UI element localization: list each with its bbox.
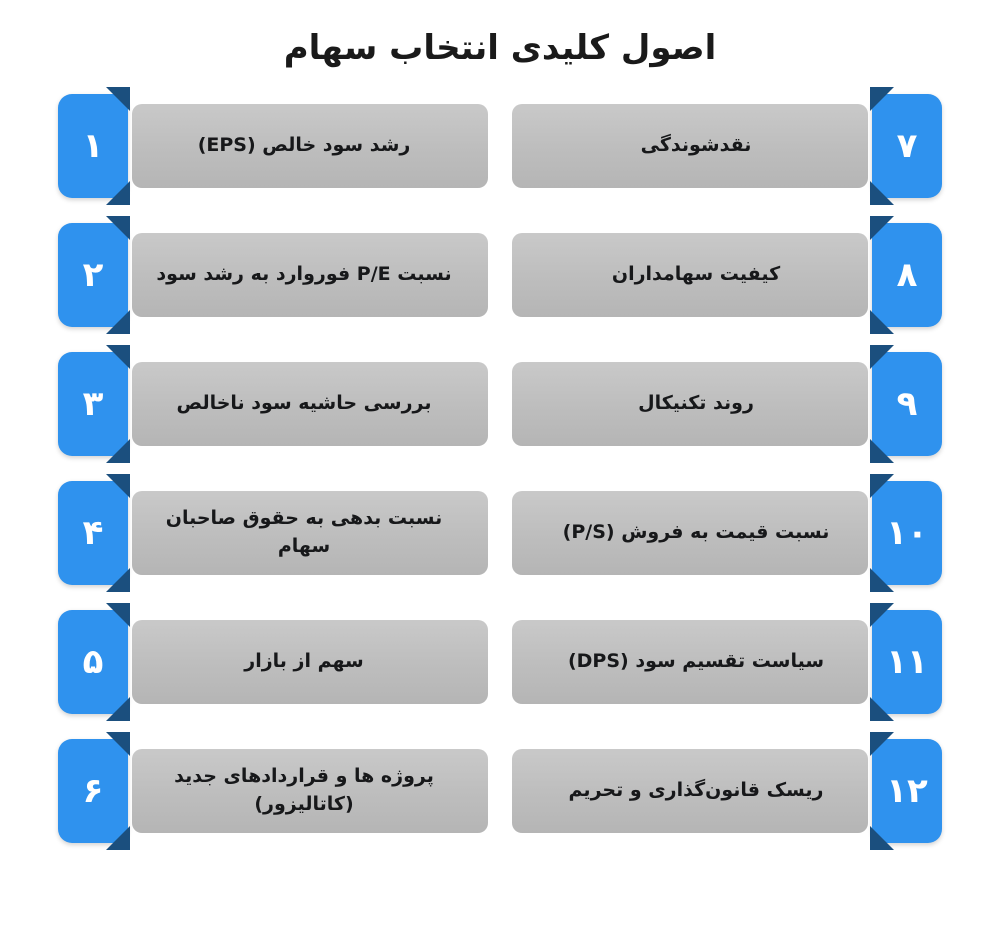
list-item [526, 739, 946, 843]
item-number-badge: ۹ [872, 352, 942, 456]
badge-wrap [868, 739, 946, 843]
item-label: بررسی حاشیه سود ناخالص [176, 392, 432, 415]
list-item [54, 739, 474, 843]
item-label-bar [132, 104, 488, 188]
item-number-badge: ۱۱ [872, 610, 942, 714]
item-number-badge: ۱ [58, 94, 128, 198]
badge-wrap [54, 94, 132, 198]
item-number-badge: ۶ [58, 739, 128, 843]
badge-wrap [54, 739, 132, 843]
item-label-bar [132, 491, 488, 575]
badge-wrap [54, 481, 132, 585]
item-number-badge: ۵ [58, 610, 128, 714]
item-label-bar [512, 233, 868, 317]
item-label-bar [132, 749, 488, 833]
item-label-bar [512, 104, 868, 188]
item-label: سیاست تقسیم سود (DPS) [567, 650, 825, 673]
list-item [54, 94, 474, 198]
item-label-bar [512, 362, 868, 446]
list-item [526, 610, 946, 714]
item-label-bar [132, 362, 488, 446]
item-number-badge: ۱۲ [872, 739, 942, 843]
item-number-badge: ۱۰ [872, 481, 942, 585]
item-label: کیفیت سهامداران [611, 263, 781, 286]
list-item [526, 223, 946, 327]
badge-wrap [868, 481, 946, 585]
item-label: سهم از بازار [244, 650, 364, 673]
item-label-bar [132, 233, 488, 317]
list-item [526, 94, 946, 198]
item-label: رشد سود خالص (EPS) [197, 134, 411, 157]
item-number-badge: ۸ [872, 223, 942, 327]
item-number-badge: ۷ [872, 94, 942, 198]
item-number-badge: ۳ [58, 352, 128, 456]
badge-wrap [868, 94, 946, 198]
item-label: پروژه ها و قراردادهای جدید (کاتالیزور) [174, 765, 434, 815]
item-number-badge: ۲ [58, 223, 128, 327]
item-label-bar [512, 749, 868, 833]
badge-wrap [868, 223, 946, 327]
item-label: نسبت P/E فوروارد به رشد سود [156, 263, 452, 286]
list-item [54, 223, 474, 327]
item-label-bar [132, 620, 488, 704]
list-item [526, 352, 946, 456]
badge-wrap [868, 610, 946, 714]
item-label: نقدشوندگی [640, 134, 752, 157]
badge-wrap [868, 352, 946, 456]
page-title: اصول کلیدی انتخاب سهام [283, 28, 717, 68]
item-label: نسبت بدهی به حقوق صاحبان سهام [165, 507, 443, 557]
item-label-bar [512, 620, 868, 704]
columns-container [0, 94, 1000, 843]
item-number-badge: ۴ [58, 481, 128, 585]
item-label: روند تکنیکال [638, 392, 754, 415]
item-label: نسبت قیمت به فروش (P/S) [562, 521, 830, 544]
column-left [526, 94, 946, 843]
badge-wrap [54, 352, 132, 456]
list-item [54, 481, 474, 585]
list-item [526, 481, 946, 585]
column-right [54, 94, 474, 843]
list-item [54, 610, 474, 714]
badge-wrap [54, 223, 132, 327]
badge-wrap [54, 610, 132, 714]
list-item [54, 352, 474, 456]
item-label: ریسک قانون‌گذاری و تحریم [568, 779, 824, 802]
item-label-bar [512, 491, 868, 575]
